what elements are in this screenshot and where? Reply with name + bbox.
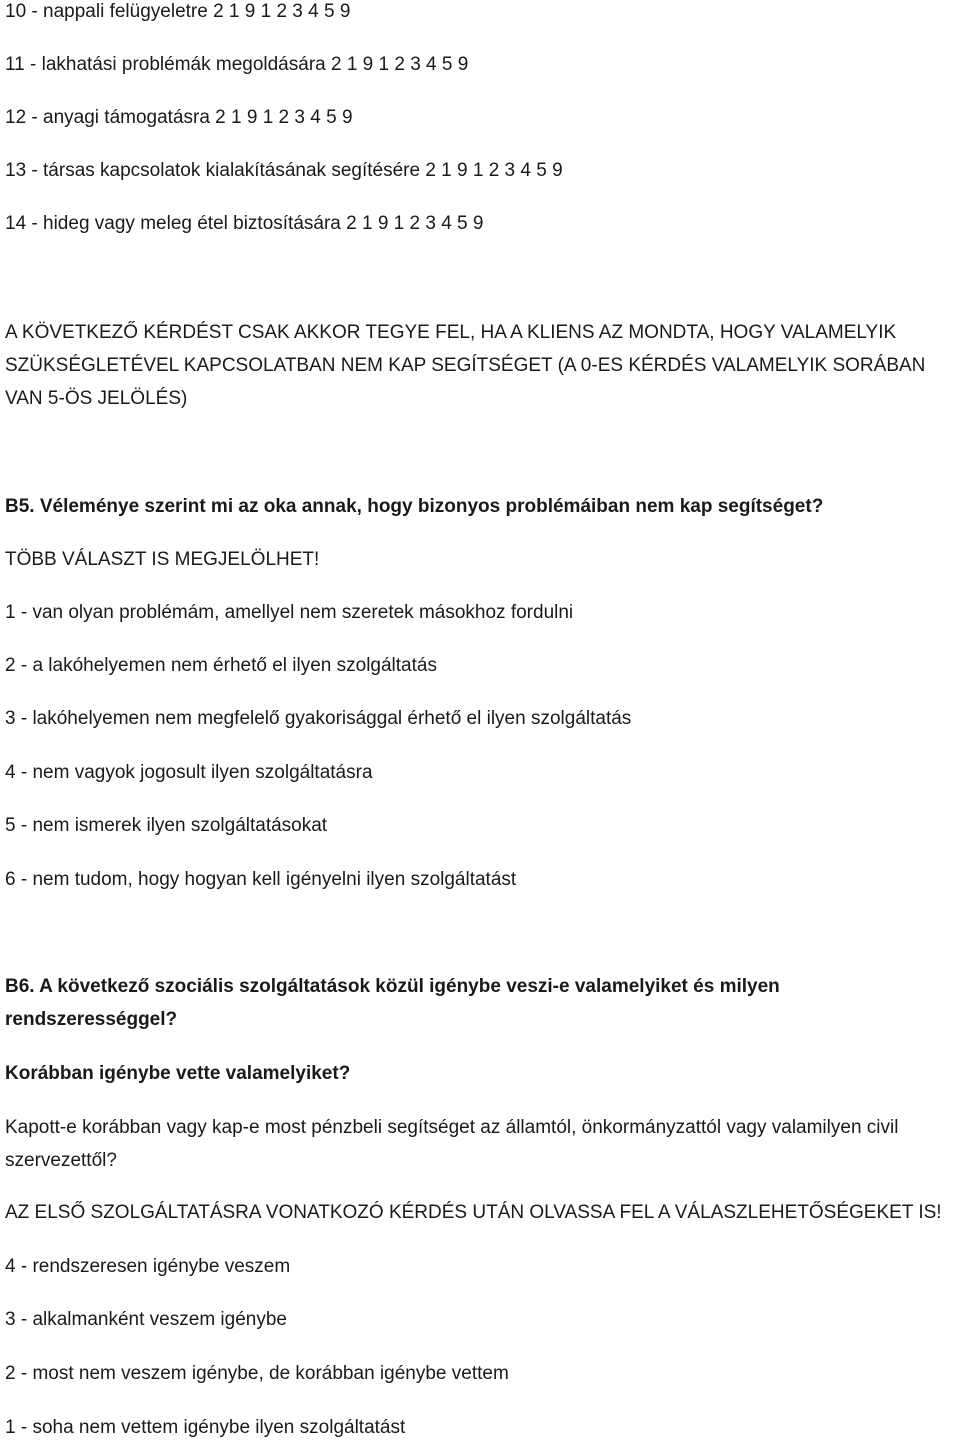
b5-option-4: 4 - nem vagyok jogosult ilyen szolgáltatásra	[5, 762, 373, 783]
interviewer-instruction-note: A KÖVETKEZŐ KÉRDÉST CSAK AKKOR TEGYE FEL, HA A KLIENS AZ MONDTA, HOGY VALAMELYIK SZÜKSÉGLETÉVEL KAPCSOLATBAN NEM KAP SEGÍTSÉGET (A 0-ES KÉRDÉS VALAMELYIK SORÁBAN VAN 5-ÖS JELÖLÉS)	[5, 322, 926, 409]
b6-option-4: 4 - rendszeresen igénybe veszem	[5, 1256, 291, 1277]
b5-option-6: 6 - nem tudom, hogy hogyan kell igényelni ilyen szolgáltatást	[5, 869, 517, 890]
top-item-14: 14 - hideg vagy meleg étel biztosítására 2 1 9 1 2 3 4 5 9	[5, 213, 484, 234]
top-item-13: 13 - társas kapcsolatok kialakításának segítésére 2 1 9 1 2 3 4 5 9	[5, 160, 563, 181]
b5-option-3: 3 - lakóhelyemen nem megfelelő gyakorisággal érhető el ilyen szolgáltatás	[5, 708, 632, 729]
b6-money-question: Kapott-e korábban vagy kap-e most pénzbeli segítséget az államtól, önkormányzattól vagy valamilyen civil szervezettől?	[5, 1117, 899, 1171]
b6-option-3: 3 - alkalmanként veszem igénybe	[5, 1309, 287, 1330]
b5-option-2: 2 - a lakóhelyemen nem érhető el ilyen szolgáltatás	[5, 655, 437, 676]
top-item-11: 11 - lakhatási problémák megoldására 2 1 9 1 2 3 4 5 9	[5, 54, 469, 75]
b5-question: B5. Véleménye szerint mi az oka annak, hogy bizonyos problémáiban nem kap segítséget?	[5, 496, 824, 517]
b6-option-1: 1 - soha nem vettem igénybe ilyen szolgáltatást	[5, 1417, 406, 1438]
b6-option-2: 2 - most nem veszem igénybe, de korábban igénybe vettem	[5, 1363, 509, 1384]
b5-option-5: 5 - nem ismerek ilyen szolgáltatásokat	[5, 815, 328, 836]
top-item-12: 12 - anyagi támogatásra 2 1 9 1 2 3 4 5 9	[5, 107, 353, 128]
b6-instruction: AZ ELSŐ SZOLGÁLTATÁSRA VONATKOZÓ KÉRDÉS UTÁN OLVASSA FEL A VÁLASZLEHETŐSÉGEKET IS!	[5, 1202, 942, 1223]
b6-sub-question: Korábban igénybe vette valamelyiket?	[5, 1063, 351, 1084]
b5-instruction: TÖBB VÁLASZT IS MEGJELÖLHET!	[5, 549, 320, 570]
top-item-10: 10 - nappali felügyeletre 2 1 9 1 2 3 4 5 9	[5, 1, 351, 22]
b5-option-1: 1 - van olyan problémám, amellyel nem szeretek másokhoz fordulni	[5, 602, 574, 623]
b6-question: B6. A következő szociális szolgáltatások közül igénybe veszi-e valamelyiket és milyen rendszerességgel?	[5, 976, 780, 1030]
